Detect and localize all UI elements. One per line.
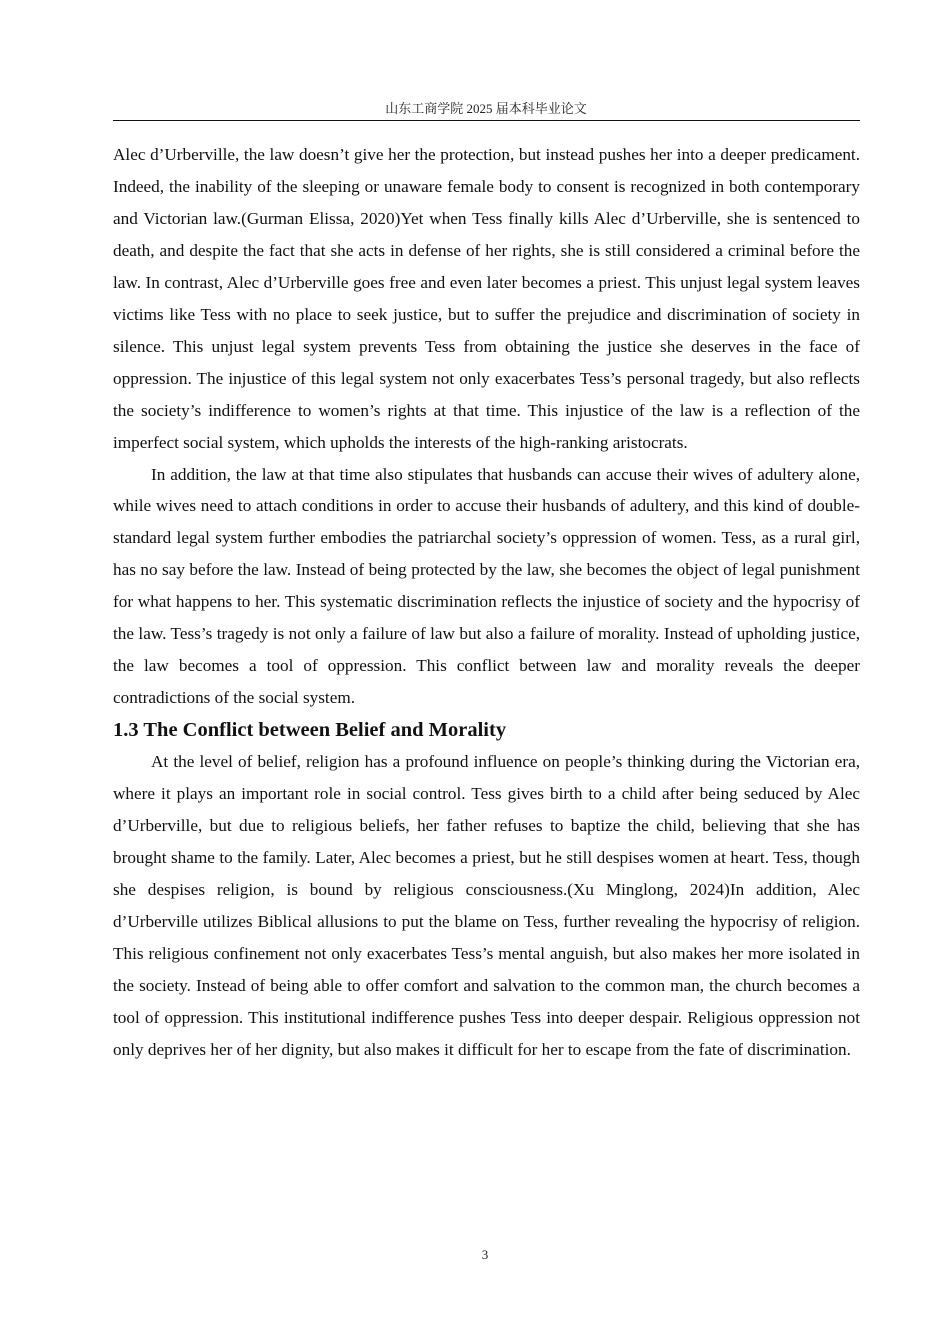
paragraph-legal-system: Alec d’Urberville, the law doesn’t give her the protection, but instead pushes her into a deeper predicament. Indeed, the inability of the sleeping or unaware female body to consent is recognized in both contemporary and Victorian law.(Gurman Elissa, 2020)Yet when Tess finally kills Alec d’Urberville, she is sentenced to death, and despite the fact that she acts in defense of her rights, she is still considered a criminal before the law. In contrast, Alec d’Urberville goes free and even later becomes a priest. This unjust legal system leaves victims like Tess with no place to seek justice, but to suffer the prejudice and discrimination of society in silence. This unjust legal system prevents Tess from obtaining the justice she deserves in the face of oppression. The injustice of this legal system not only exacerbates Tess’s personal tragedy, but also reflects the society’s indifference to women’s rights at that time. This injustice of the law is a reflection of the imperfect social system, which upholds the interests of the high-ranking aristocrats. bbox=[113, 145, 860, 452]
body-text bbox=[113, 139, 860, 1066]
paragraph-religion: At the level of belief, religion has a profound influence on people’s thinking during the Victorian era, where it plays an important role in social control. Tess gives birth to a child after being seduced by Alec d’Urberville, but due to religious beliefs, her father refuses to baptize the child, believing that she has brought shame to the family. Later, Alec becomes a priest, but he still despises women at heart. Tess, though she despises religion, is bound by religious consciousness.(Xu Minglong, 2024)In addition, Alec d’Urberville utilizes Biblical allusions to put the blame on Tess, further revealing the hypocrisy of religion. This religious confinement not only exacerbates Tess’s mental anguish, but also makes her more isolated in the society. Instead of being able to offer comfort and salvation to the common man, the church becomes a tool of oppression. This institutional indifference pushes Tess into deeper despair. Religious oppression not only deprives her of her dignity, but also makes it difficult for her to escape from the fate of discrimination. bbox=[113, 752, 860, 1059]
running-header: 山东工商学院 2025 届本科毕业论文 bbox=[385, 101, 587, 116]
section-heading: 1.3 The Conflict between Belief and Morality bbox=[113, 719, 507, 742]
paragraph-double-standard: In addition, the law at that time also stipulates that husbands can accuse their wives of adultery alone, while wives need to attach conditions in order to accuse their husbands of adultery, and this kind of double-standard legal system further embodies the patriarchal society’s oppression of women. Tess, as a rural girl, has no say before the law. Instead of being protected by the law, she becomes the object of legal punishment for what happens to her. This systematic discrimination reflects the injustice of society and the hypocrisy of the law. Tess’s tragedy is not only a failure of law but also a failure of morality. Instead of upholding justice, the law becomes a tool of oppression. This conflict between law and morality reveals the deeper contradictions of the social system. bbox=[113, 464, 860, 708]
page-number: 3 bbox=[481, 1247, 489, 1262]
header-divider bbox=[113, 120, 860, 121]
